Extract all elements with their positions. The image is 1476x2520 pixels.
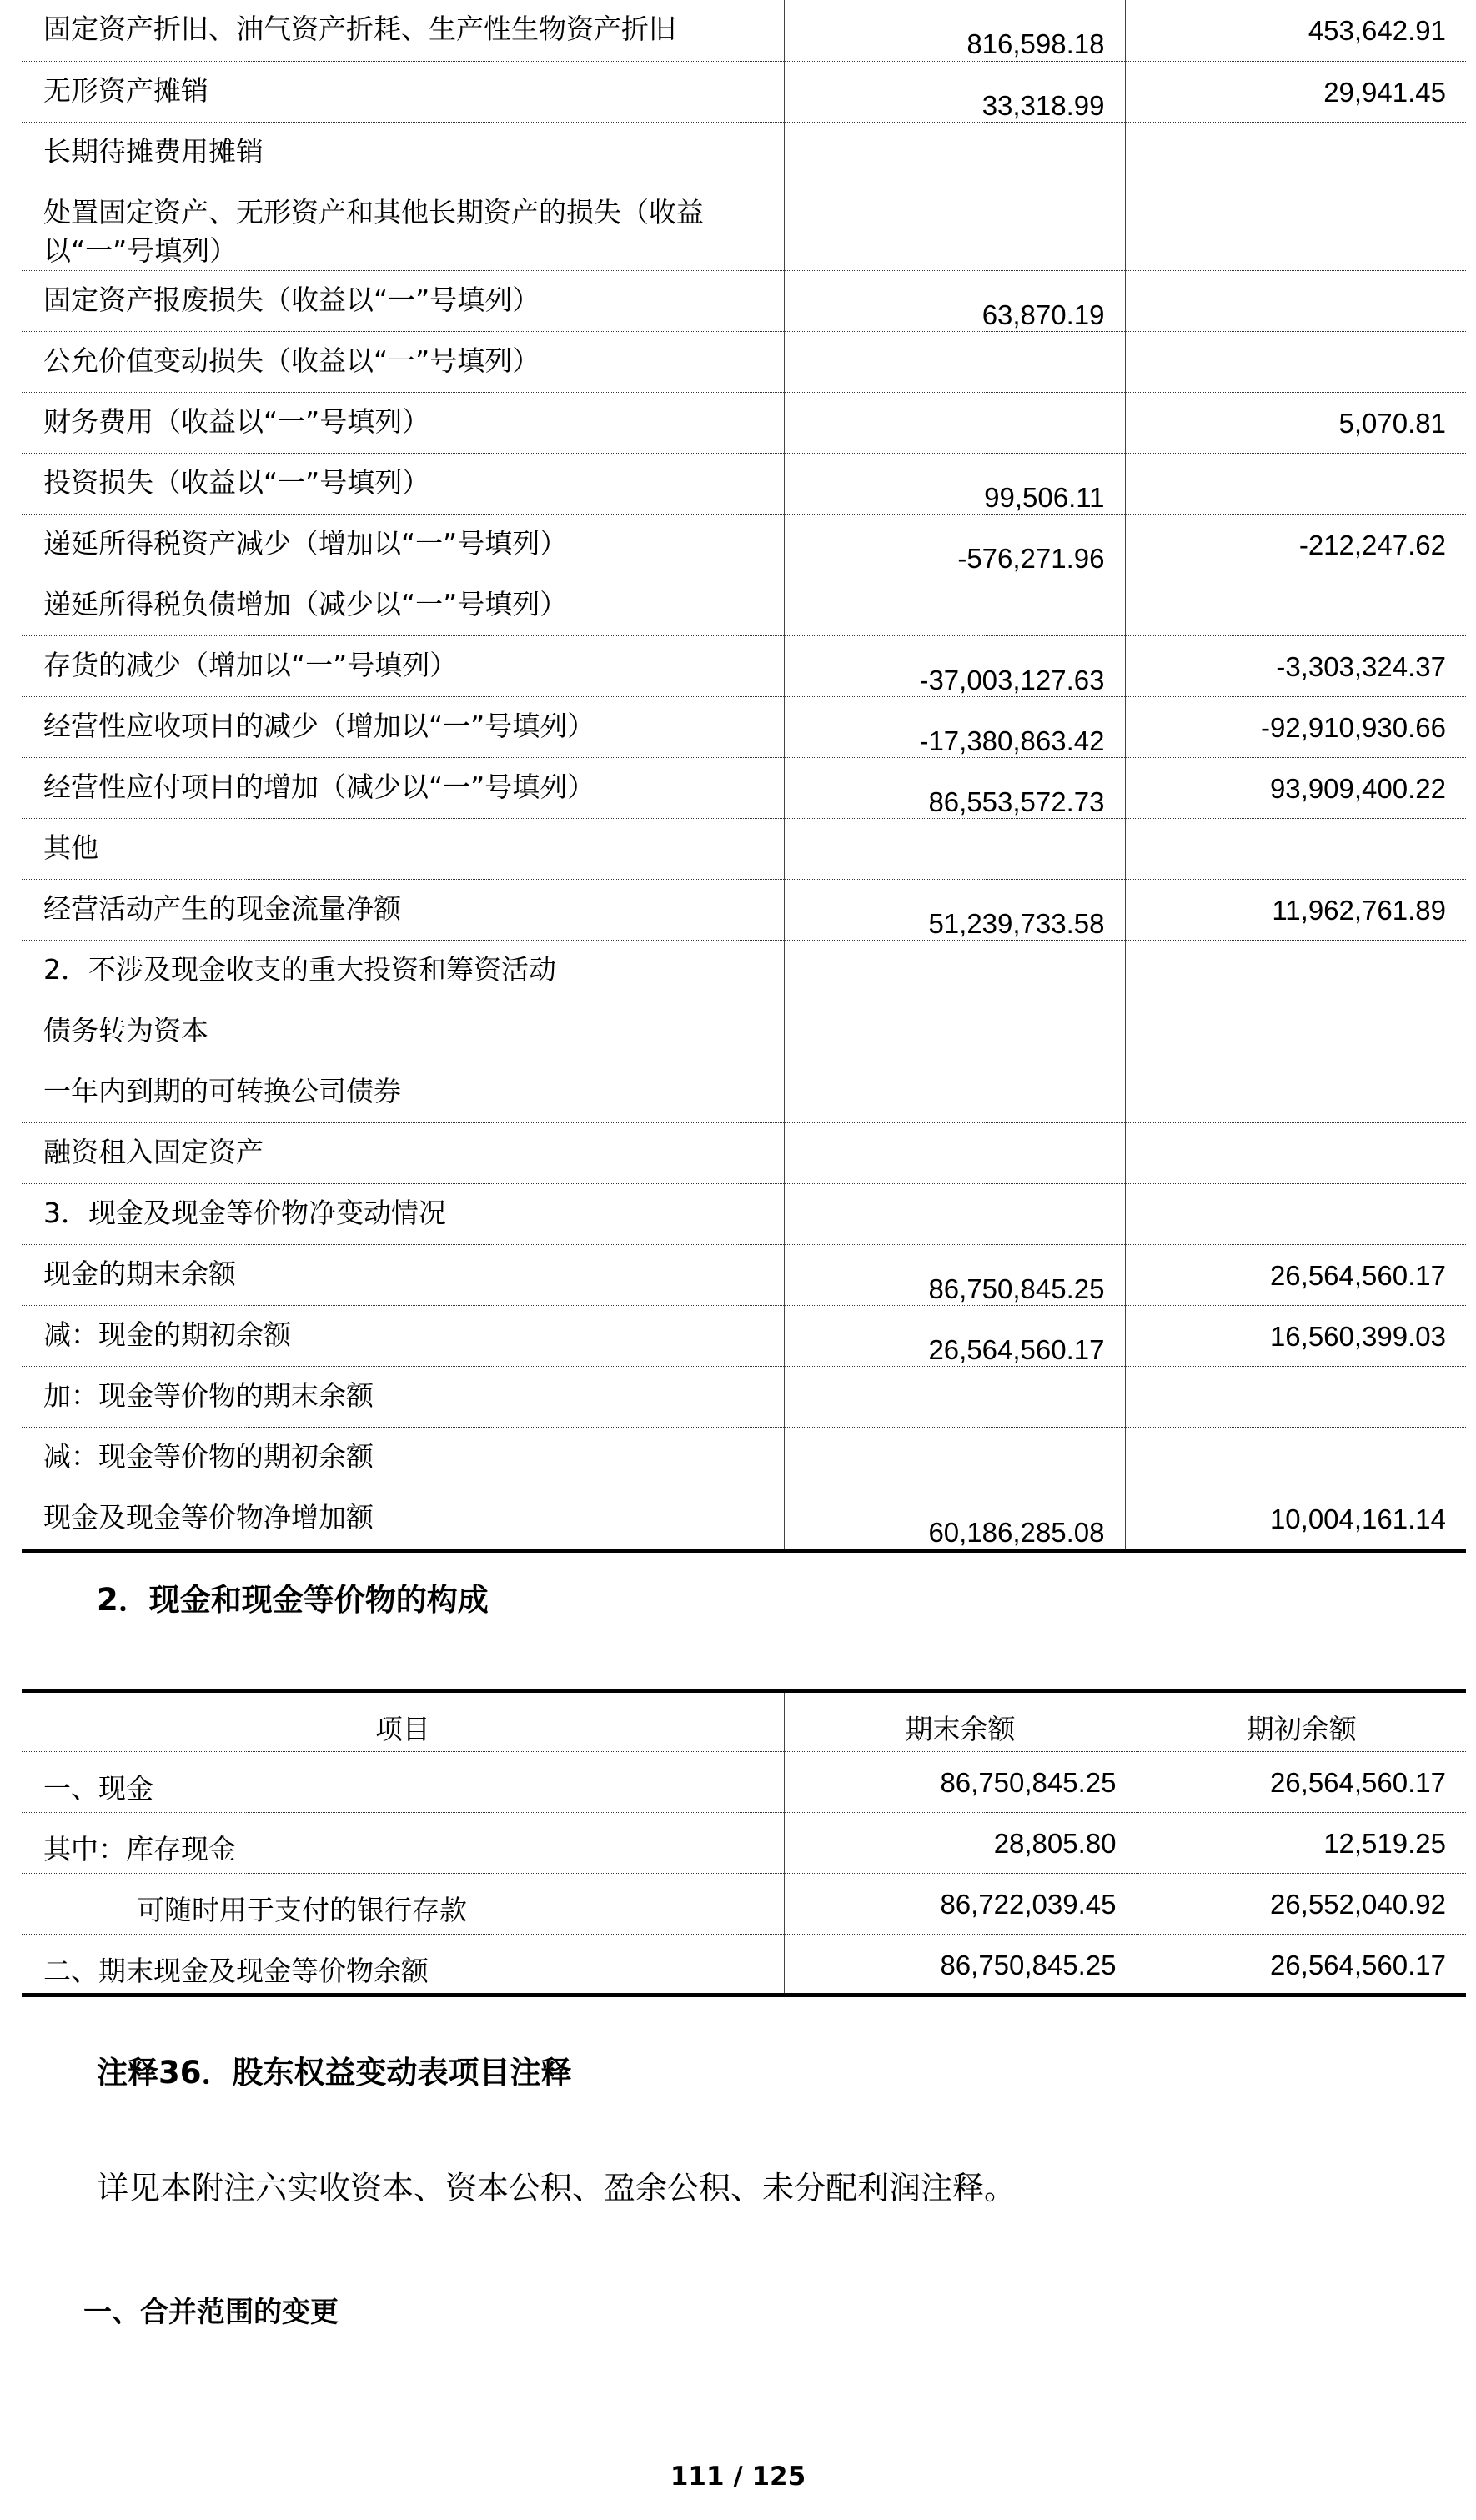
row-label: 加：现金等价物的期末余额 (22, 1366, 784, 1427)
current-value: 99,506.11 (984, 481, 1105, 513)
end-value: 86,750,845.25 (784, 1935, 1137, 1995)
prior-value (1126, 941, 1447, 956)
prior-value: -3,303,324.37 (1276, 650, 1446, 682)
row-label: 二、期末现金及现金等价物余额 (22, 1935, 784, 1995)
begin-value: 12,519.25 (1137, 1813, 1466, 1874)
row-label: 3．现金及现金等价物净变动情况 (22, 1183, 784, 1244)
table-row (22, 1122, 1466, 1183)
row-label: 其中：库存现金 (22, 1813, 784, 1874)
row-label: 递延所得税资产减少（增加以“一”号填列） (22, 514, 784, 575)
table-row (22, 1305, 1466, 1366)
table-row (22, 331, 1466, 392)
cash-equivalents-table (22, 1689, 1466, 1997)
row-label: 存货的减少（增加以“一”号填列） (22, 635, 784, 696)
row-label: 递延所得税负债增加（减少以“一”号填列） (22, 575, 784, 635)
table-row (22, 453, 1466, 514)
cash-flow-supplement-table (22, 0, 1466, 1553)
row-label: 减：现金的期初余额 (22, 1305, 784, 1366)
row-label: 长期待摊费用摊销 (22, 122, 784, 183)
row-label: 一年内到期的可转换公司债券 (22, 1062, 784, 1122)
current-value (785, 393, 1105, 421)
table-row (22, 635, 1466, 696)
row-label: 处置固定资产、无形资产和其他长期资产的损失（收益以“一”号填列） (22, 183, 784, 270)
table-row (22, 61, 1466, 122)
prior-value (1126, 1184, 1447, 1199)
current-value: 63,870.19 (981, 299, 1105, 330)
current-value (785, 1001, 1105, 1030)
column-header-end-balance: 期末余额 (784, 1691, 1137, 1752)
row-label: 一、现金 (22, 1752, 784, 1813)
table-row (22, 1427, 1466, 1488)
table-header-row (22, 1691, 1466, 1752)
prior-value: 10,004,161.14 (1269, 1503, 1446, 1534)
table-row (22, 514, 1466, 575)
current-value (785, 1062, 1105, 1091)
prior-value (1126, 575, 1447, 590)
row-label: 债务转为资本 (22, 1001, 784, 1062)
table-row (22, 0, 1466, 61)
current-value (785, 941, 1105, 969)
row-label: 无形资产摊销 (22, 61, 784, 122)
table-row (22, 1813, 1466, 1874)
current-value: 86,553,572.73 (928, 786, 1105, 817)
prior-value (1126, 332, 1447, 347)
table-row (22, 879, 1466, 940)
table-row (22, 392, 1466, 453)
current-value: 26,564,560.17 (928, 1333, 1105, 1365)
table-row (22, 757, 1466, 818)
column-header-item: 项目 (374, 1713, 430, 1745)
row-label: 固定资产折旧、油气资产折耗、生产性生物资产折旧 (43, 13, 676, 45)
prior-value (1126, 1367, 1447, 1382)
table-row (22, 1244, 1466, 1305)
current-value (785, 1428, 1105, 1456)
prior-value: 29,941.45 (1323, 76, 1446, 108)
prior-value (1126, 271, 1447, 286)
prior-value (1126, 1001, 1447, 1017)
current-value: 816,598.18 (966, 28, 1105, 59)
row-label: 其他 (22, 818, 784, 879)
prior-value (1126, 183, 1447, 198)
table-row (22, 183, 1466, 270)
table-row (22, 1935, 1466, 1995)
prior-value: -92,910,930.66 (1260, 711, 1446, 743)
current-value (785, 332, 1105, 360)
prior-value: -212,247.62 (1298, 529, 1446, 560)
prior-value: 26,564,560.17 (1269, 1259, 1446, 1291)
row-label: 现金的期末余额 (22, 1244, 784, 1305)
prior-value: 16,560,399.03 (1269, 1320, 1446, 1352)
row-label: 经营性应收项目的减少（增加以“一”号填列） (22, 696, 784, 757)
section-heading-cash-equivalents: 2．现金和现金等价物的构成 (97, 1582, 489, 1618)
column-header-begin-balance: 期初余额 (1137, 1691, 1466, 1752)
end-value: 86,722,039.45 (784, 1874, 1137, 1935)
current-value (785, 183, 1105, 212)
prior-value: 93,909,400.22 (1269, 772, 1446, 804)
row-label: 投资损失（收益以“一”号填列） (22, 453, 784, 514)
table-row (22, 818, 1466, 879)
current-value: 51,239,733.58 (928, 907, 1105, 939)
table-row (22, 122, 1466, 183)
table-row (22, 940, 1466, 1001)
table-row (22, 270, 1466, 331)
prior-value (1126, 819, 1447, 834)
current-value (785, 1367, 1105, 1395)
end-value: 28,805.80 (784, 1813, 1137, 1874)
current-value: -37,003,127.63 (919, 664, 1105, 695)
prior-value: 453,642.91 (1308, 15, 1446, 46)
row-label: 公允价值变动损失（收益以“一”号填列） (22, 331, 784, 392)
table-row (22, 1183, 1466, 1244)
row-label: 2．不涉及现金收支的重大投资和筹资活动 (22, 940, 784, 1001)
row-label: 可随时用于支付的银行存款 (22, 1874, 784, 1935)
page-number: 111 / 125 (670, 2462, 806, 2492)
section-heading-consolidation-scope: 一、合并范围的变更 (83, 2296, 339, 2329)
row-label: 固定资产报废损失（收益以“一”号填列） (22, 270, 784, 331)
row-label: 现金及现金等价物净增加额 (22, 1488, 784, 1550)
begin-value: 26,564,560.17 (1137, 1752, 1466, 1813)
note36-heading: 注释36．股东权益变动表项目注释 (97, 2055, 572, 2091)
prior-value (1126, 123, 1447, 138)
table-row (22, 696, 1466, 757)
prior-value (1126, 1062, 1447, 1077)
current-value (785, 1184, 1105, 1212)
end-value: 86,750,845.25 (784, 1752, 1137, 1813)
row-label: 减：现金等价物的期初余额 (22, 1427, 784, 1488)
current-value: 60,186,285.08 (928, 1516, 1105, 1548)
prior-value: 11,962,761.89 (1272, 894, 1446, 926)
prior-value (1126, 454, 1447, 469)
prior-value (1126, 1123, 1447, 1138)
row-label: 融资租入固定资产 (22, 1122, 784, 1183)
current-value: 86,750,845.25 (928, 1273, 1105, 1304)
begin-value: 26,552,040.92 (1137, 1874, 1466, 1935)
table-row (22, 1752, 1466, 1813)
prior-value: 5,070.81 (1338, 407, 1446, 439)
current-value: -17,380,863.42 (919, 725, 1105, 756)
table-row (22, 575, 1466, 635)
table-row (22, 1001, 1466, 1062)
table-row (22, 1366, 1466, 1427)
table-row (22, 1874, 1466, 1935)
table-row (22, 1488, 1466, 1550)
prior-value (1126, 1428, 1447, 1443)
current-value: -576,271.96 (957, 542, 1105, 574)
note36-text: 详见本附注六实收资本、资本公积、盈余公积、未分配利润注释。 (97, 2170, 1017, 2206)
begin-value: 26,564,560.17 (1137, 1935, 1466, 1995)
row-label: 经营性应付项目的增加（减少以“一”号填列） (22, 757, 784, 818)
table-row (22, 1062, 1466, 1122)
current-value (785, 123, 1105, 151)
row-label: 财务费用（收益以“一”号填列） (22, 392, 784, 453)
current-value (785, 1123, 1105, 1152)
current-value (785, 575, 1105, 604)
row-label: 经营活动产生的现金流量净额 (22, 879, 784, 940)
current-value: 33,318.99 (981, 89, 1105, 121)
current-value (785, 819, 1105, 847)
